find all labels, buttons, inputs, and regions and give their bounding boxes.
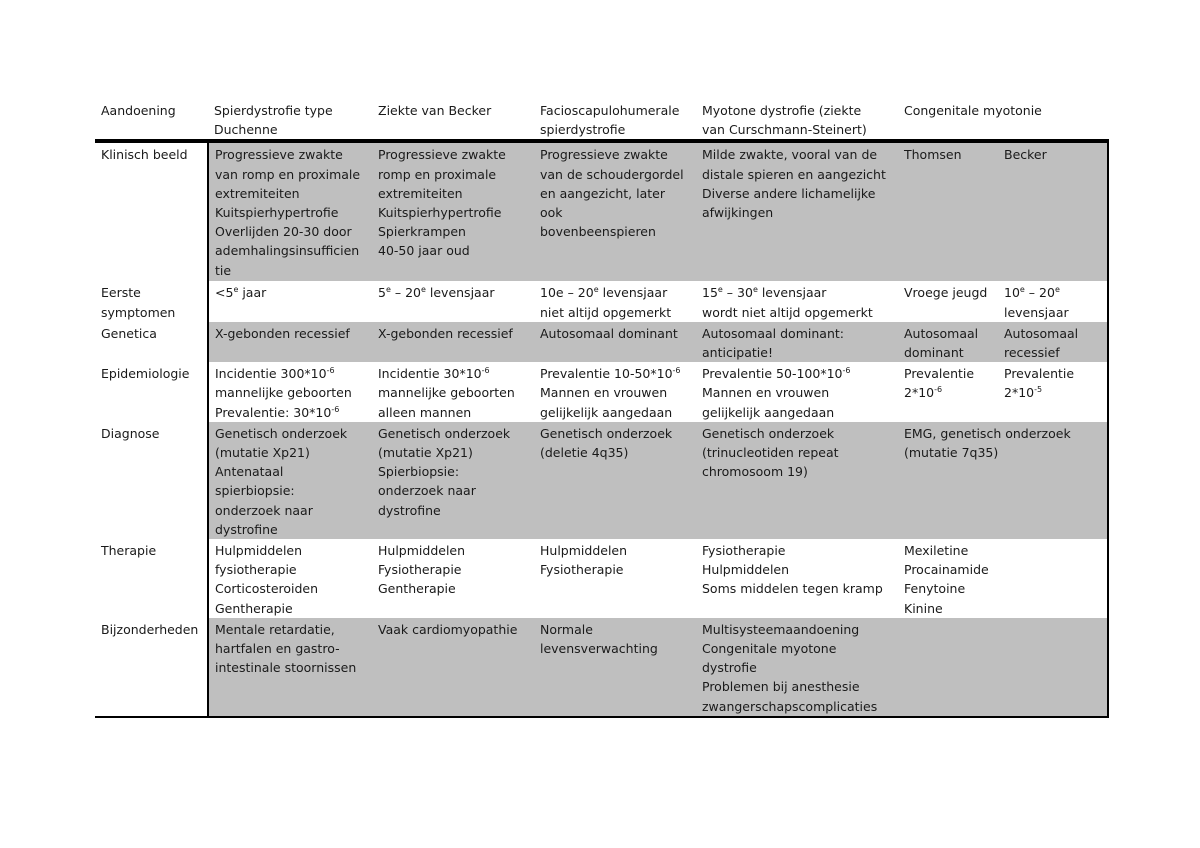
superscript: e — [593, 285, 599, 295]
header-fshd: Facioscapulohumerale spierdystrofie — [540, 103, 680, 138]
table-row-genetica — [95, 322, 1108, 362]
cell-genetica-becker-congenitaal: Autosomaal recessief — [998, 322, 1108, 362]
cell-bijz-duchenne: Mentale retardatie, hartfalen en gastro- intestinale stoornissen — [208, 618, 372, 717]
text-fragment: 10 — [1004, 285, 1020, 301]
cell-klinisch-myotone: Milde zwakte, vooral van de distale spieren en aangezicht Diverse andere lichamelijke afwijkingen — [696, 141, 898, 281]
superscript: e — [752, 285, 758, 295]
cell-klinisch-fshd: Progressieve zwakte van de schoudergordel en aangezicht, later ook bovenbeenspieren — [534, 141, 696, 281]
cell-bijz-myotone: Multisysteemaandoening Congenitale myotone dystrofie Problemen bij anesthesie zwangerschapscomplicaties — [696, 618, 898, 717]
text-fragment: mannelijke geboorten Prevalentie: 30*10 — [215, 385, 352, 420]
text-fragment: jaar — [238, 285, 267, 301]
cell-genetica-fshd: Autosomaal dominant — [534, 322, 696, 362]
cell-diagnose-congenitale: EMG, genetisch onderzoek (mutatie 7q35) — [898, 422, 1108, 539]
cell-genetica-duchenne: X-gebonden recessief — [208, 322, 372, 362]
cell-therapie-myotone: Fysiotherapie Hulpmiddelen Soms middelen tegen kramp — [702, 543, 883, 597]
cell-epi-myotone — [696, 362, 898, 422]
cell-eerste-fshd — [534, 281, 696, 321]
table-row-therapie — [95, 539, 1108, 618]
cell-bijz-becker: Vaak cardiomyopathie — [372, 618, 534, 717]
cell-epi-becker — [372, 362, 534, 422]
superscript: e — [1019, 285, 1025, 295]
superscript: -6 — [326, 366, 335, 376]
superscript: e — [717, 285, 723, 295]
text-fragment: Prevalentie 50-100*10 — [702, 366, 843, 382]
text-fragment: <5 — [215, 285, 234, 301]
text-fragment: levensjaar — [425, 285, 495, 301]
table-row-epidemiologie — [95, 362, 1108, 422]
cell-klinisch-duchenne: Progressieve zwakte van romp en proximale extremiteiten Kuitspierhypertrofie Overlijden 20-30 door ademhalingsinsufficien tie — [208, 141, 372, 281]
table-row-klinisch — [95, 141, 1108, 281]
row-label-diagnose: Diagnose — [95, 422, 208, 539]
cell-therapie-congenitale: Mexiletine Procainamide Fenytoine Kinine — [898, 539, 1108, 618]
cell-therapie-duchenne: Hulpmiddelen fysiotherapie Corticosteroiden Gentherapie — [208, 539, 372, 618]
table-row-eerste — [95, 281, 1108, 321]
cell-eerste-thomsen: Vroege jeugd — [904, 285, 988, 301]
cell-eerste-becker — [372, 281, 534, 321]
cell-epi-fshd — [534, 362, 696, 422]
text-fragment: Mannen en vrouwen gelijkelijk aangedaan — [702, 385, 835, 420]
superscript: e — [420, 285, 426, 295]
cell-genetica-thomsen: Autosomaal dominant — [898, 322, 998, 362]
text-fragment: Prevalentie 10-50*10 — [540, 366, 673, 382]
cell-diagnose-duchenne: Genetisch onderzoek (mutatie Xp21) Antenataal spierbiopsie: onderzoek naar dystrofine — [208, 422, 372, 539]
cell-eerste-myotone — [696, 281, 898, 321]
cell-genetica-becker: X-gebonden recessief — [372, 322, 534, 362]
row-label-eerste: Eerste symptomen — [95, 281, 208, 321]
text-fragment: – 20 — [1024, 285, 1055, 301]
text-fragment: – 30 — [722, 285, 753, 301]
superscript: e — [1054, 285, 1060, 295]
cell-diagnose-fshd: Genetisch onderzoek (deletie 4q35) — [534, 422, 696, 539]
cell-diagnose-myotone: Genetisch onderzoek (trinucleotiden repeat chromosoom 19) — [696, 422, 898, 539]
row-label-genetica: Genetica — [95, 322, 208, 362]
cell-genetica-myotone: Autosomaal dominant: anticipatie! — [696, 322, 898, 362]
text-fragment: 10e – 20 — [540, 285, 594, 301]
cell-therapie-fshd: Hulpmiddelen Fysiotherapie — [540, 543, 628, 578]
text-fragment: Prevalentie 2*10 — [1004, 366, 1075, 401]
cell-bijz-congenitale — [898, 618, 1108, 717]
table-row-diagnose — [95, 422, 1108, 539]
muscle-disease-table — [95, 100, 1109, 718]
text-fragment: mannelijke geboorten alleen mannen — [378, 385, 515, 420]
superscript: -6 — [842, 366, 851, 376]
text-fragment: 5 — [378, 285, 386, 301]
header-duchenne: Spierdystrofie type Duchenne — [214, 103, 333, 138]
superscript: -5 — [1034, 385, 1043, 395]
text-fragment: levensjaar — [1004, 304, 1069, 320]
superscript: -6 — [481, 366, 490, 376]
text-fragment: Mannen en vrouwen gelijkelijk aangedaan — [540, 385, 673, 420]
text-fragment: – 20 — [390, 285, 421, 301]
text-fragment: levensjaar niet altijd opgemerkt — [540, 285, 672, 320]
superscript: -6 — [672, 366, 681, 376]
cell-therapie-becker: Hulpmiddelen Fysiotherapie Gentherapie — [378, 543, 466, 597]
cell-diagnose-becker: Genetisch onderzoek (mutatie Xp21) Spierbiopsie: onderzoek naar dystrofine — [372, 422, 534, 539]
row-label-klinisch: Klinisch beeld — [95, 141, 208, 281]
superscript: -6 — [331, 404, 340, 414]
text-fragment: Prevalentie 2*10 — [904, 366, 975, 401]
superscript: -6 — [934, 385, 943, 395]
cell-epi-duchenne — [208, 362, 372, 422]
text-fragment: 15 — [702, 285, 718, 301]
row-label-therapie: Therapie — [95, 539, 208, 618]
text-fragment: Incidentie 300*10 — [215, 366, 327, 382]
cell-klinisch-thomsen: Thomsen — [898, 141, 998, 281]
row-label-bijzonderheden: Bijzonderheden — [95, 618, 208, 717]
table-row-bijzonderheden — [95, 618, 1108, 717]
cell-eerste-duchenne — [208, 281, 372, 321]
cell-epi-thomsen — [898, 362, 998, 422]
cell-bijz-fshd: Normale levensverwachting — [534, 618, 696, 717]
cell-klinisch-becker: Progressieve zwakte romp en proximale extremiteiten Kuitspierhypertrofie Spierkrampen 40-50 jaar oud — [372, 141, 534, 281]
header-myotone: Myotone dystrofie (ziekte van Curschmann-Steinert) — [702, 103, 867, 138]
header-congenitale: Congenitale myotonie — [904, 103, 1042, 118]
row-label-epidemiologie: Epidemiologie — [95, 362, 208, 422]
superscript: e — [385, 285, 391, 295]
text-fragment: Incidentie 30*10 — [378, 366, 482, 382]
cell-klinisch-becker-congenitaal: Becker — [998, 141, 1108, 281]
cell-epi-becker-congenitaal — [998, 362, 1108, 422]
header-aandoening: Aandoening — [101, 103, 176, 118]
text-fragment: levensjaar wordt niet altijd opgemerkt — [702, 285, 873, 320]
table-header-row — [95, 100, 1108, 141]
superscript: e — [233, 285, 239, 295]
cell-eerste-becker-congenitaal — [998, 281, 1108, 321]
header-becker: Ziekte van Becker — [378, 103, 492, 118]
